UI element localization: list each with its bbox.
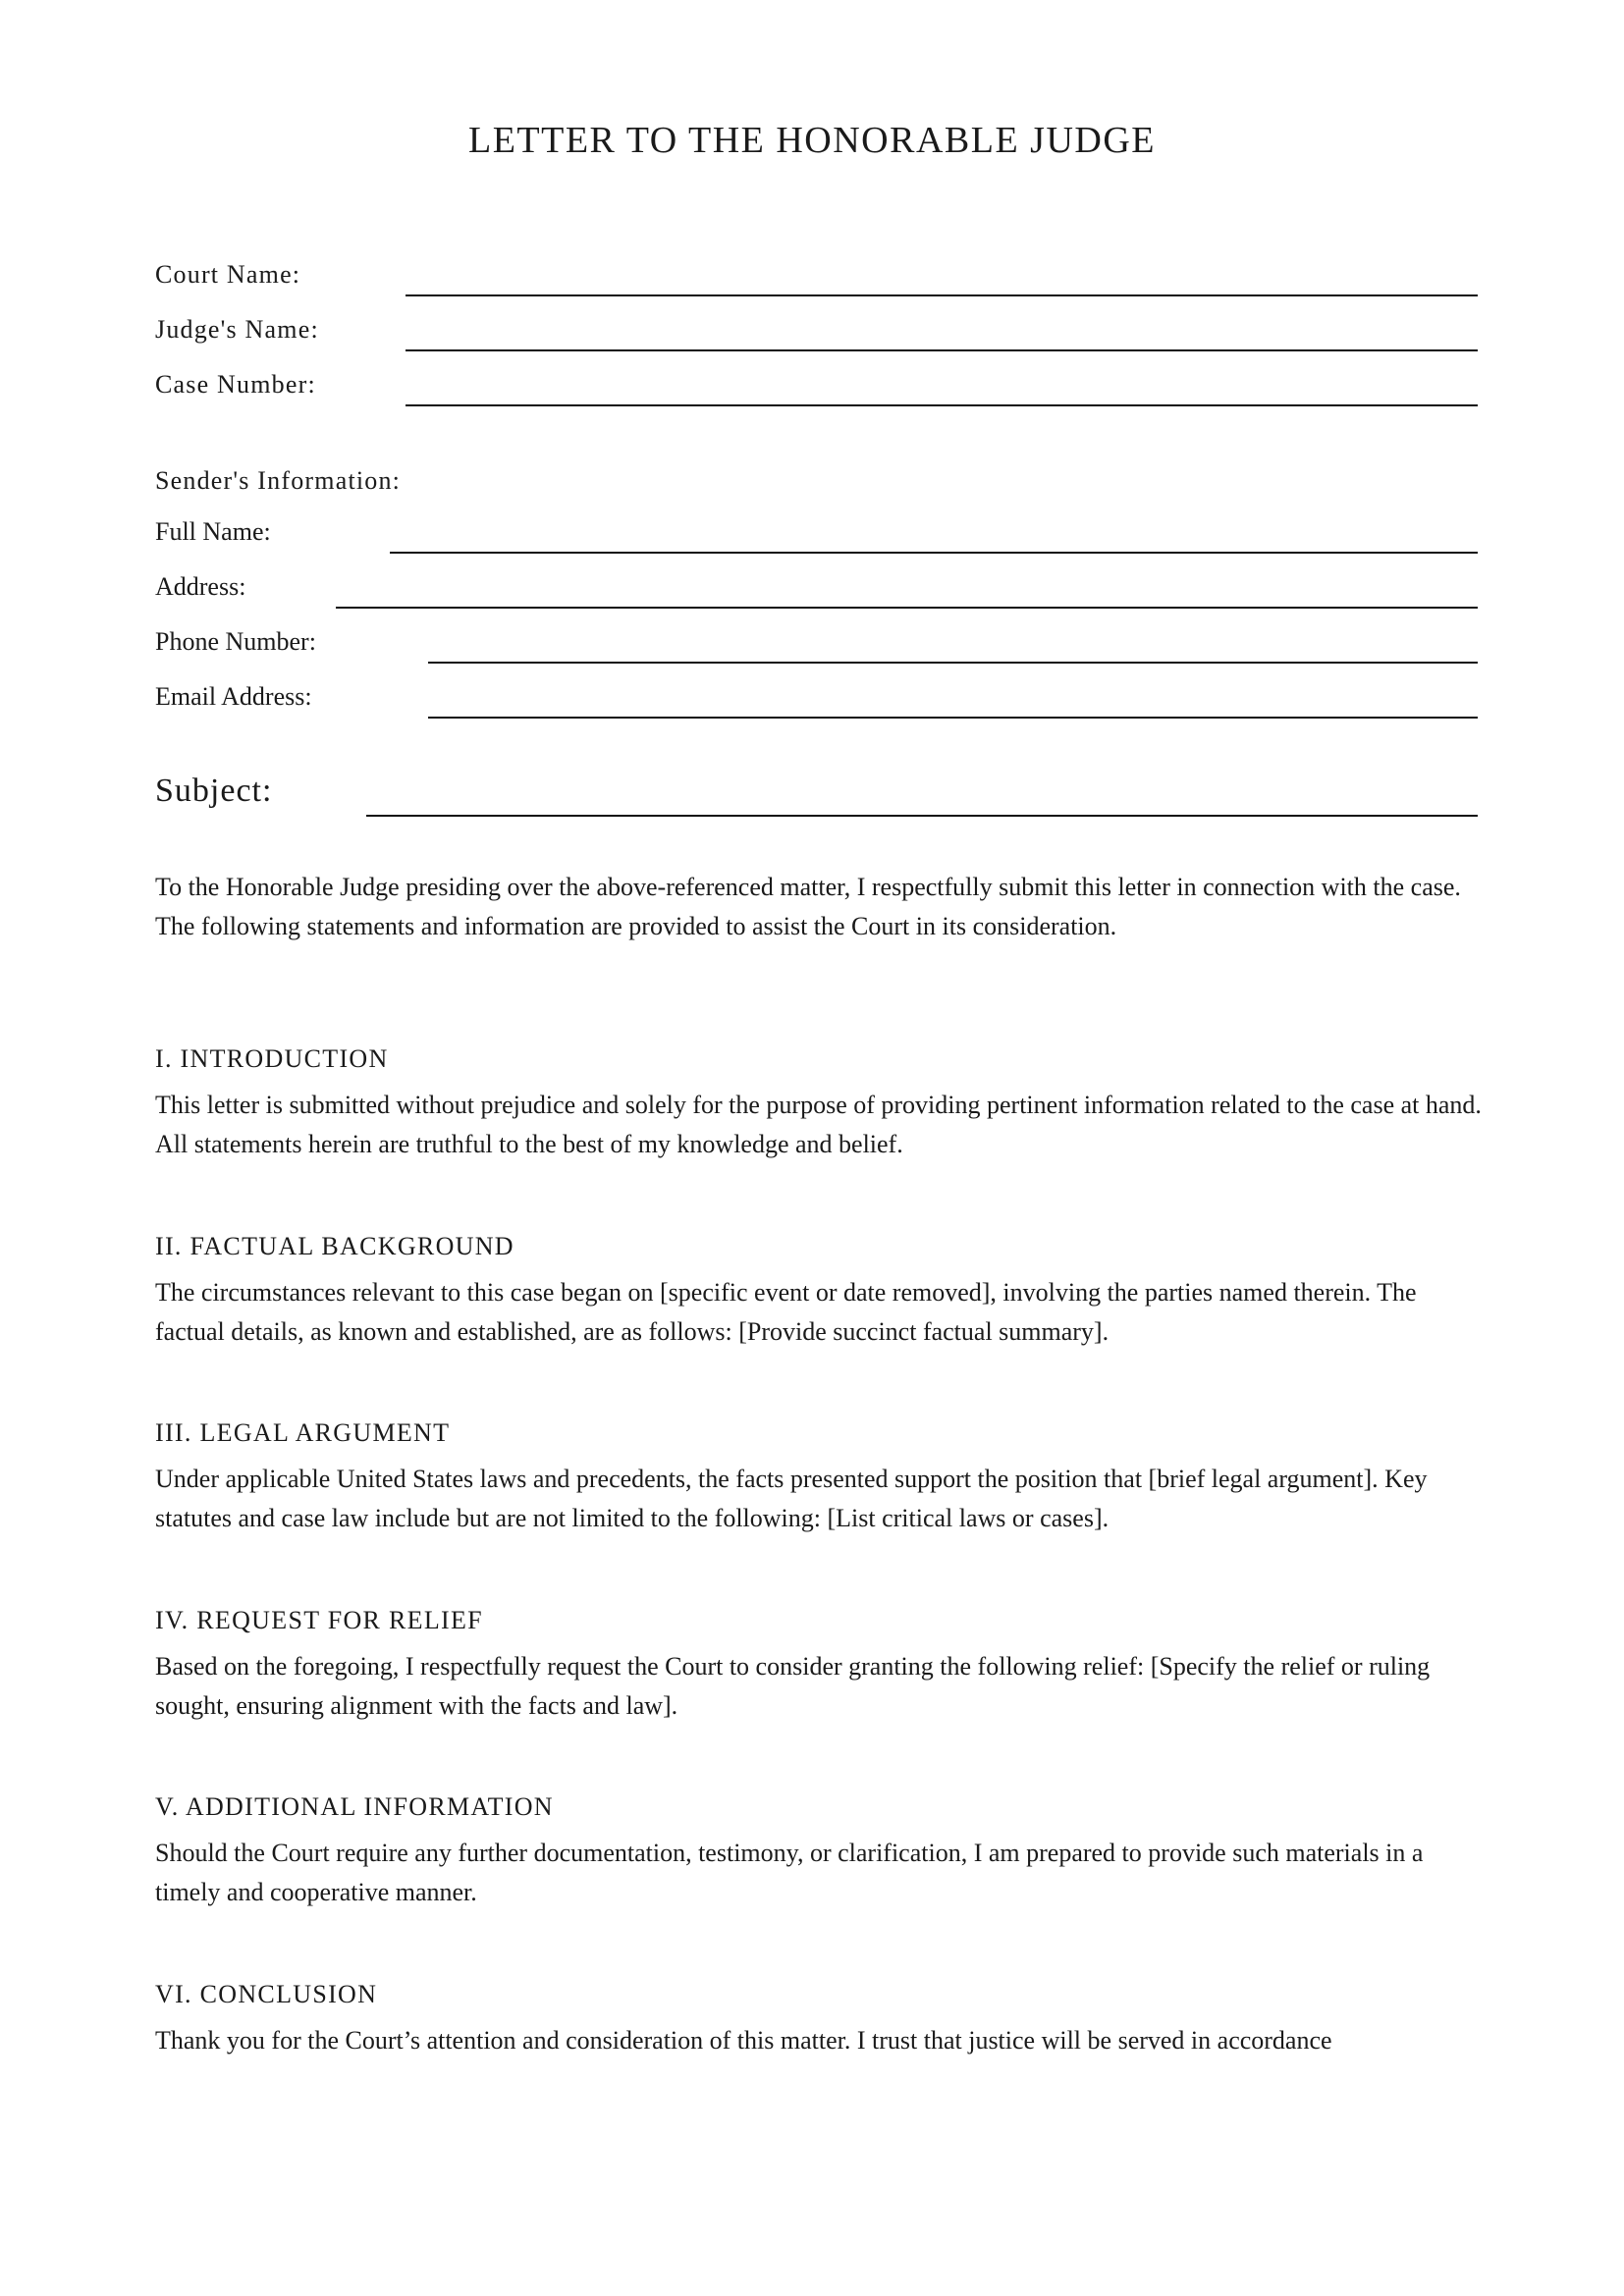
address-field[interactable] (336, 607, 1478, 609)
case-number-field[interactable] (406, 404, 1478, 406)
section-heading-request-for-relief: IV. REQUEST FOR RELIEF (155, 1606, 483, 1634)
section-heading-factual-background: II. FACTUAL BACKGROUND (155, 1232, 514, 1260)
email-address-label: Email Address: (155, 682, 312, 711)
section-heading-introduction: I. INTRODUCTION (155, 1044, 389, 1073)
section-body-legal-argument: Under applicable United States laws and precedents, the facts presented support the position that [brief legal argument]. Key statutes and case law include but are not limited to the following: [List critical laws or cases]. (155, 1465, 1428, 1532)
section-heading-conclusion: VI. CONCLUSION (155, 1980, 378, 2008)
email-address-row (155, 679, 1478, 719)
section-body-factual-background: The circumstances relevant to this case began on [specific event or date removed], involving the parties named therein. The factual details, as known and established, are as follows: [Provide succinct factual summary]. (155, 1278, 1417, 1346)
court-name-field[interactable] (406, 294, 1478, 296)
address-label: Address: (155, 572, 246, 601)
sender-info-heading: Sender's Information: (155, 466, 402, 495)
subject-row (155, 772, 1478, 817)
section-heading-legal-argument: III. LEGAL ARGUMENT (155, 1418, 451, 1447)
subject-label: Subject: (155, 773, 273, 809)
judge-name-label: Judge's Name: (155, 315, 319, 344)
section-heading-additional-information: V. ADDITIONAL INFORMATION (155, 1792, 554, 1821)
court-name-label: Court Name: (155, 260, 301, 289)
section-body-introduction: This letter is submitted without prejudice and solely for the purpose of providing pertinent information related to the case at hand. All statements herein are truthful to the best of my knowledge and belief. (155, 1091, 1482, 1158)
case-number-row (155, 367, 1478, 406)
judge-name-row (155, 312, 1478, 351)
full-name-row (155, 514, 1478, 554)
address-row (155, 569, 1478, 609)
judge-name-field[interactable] (406, 349, 1478, 351)
phone-number-label: Phone Number: (155, 627, 316, 656)
email-address-field[interactable] (428, 717, 1478, 719)
section-body-additional-information: Should the Court require any further documentation, testimony, or clarification, I am prepared to provide such materials in a timely and cooperative manner. (155, 1839, 1424, 1906)
intro-paragraph: To the Honorable Judge presiding over the above-referenced matter, I respectfully submit this letter in connection with the case. The following statements and information are provided to assist the Court in its consideration. (155, 873, 1461, 940)
case-number-label: Case Number: (155, 370, 316, 399)
phone-number-row (155, 624, 1478, 664)
full-name-field[interactable] (390, 552, 1478, 554)
document-title: LETTER TO THE HONORABLE JUDGE (467, 120, 1157, 161)
subject-field[interactable] (366, 815, 1478, 817)
section-body-conclusion: Thank you for the Court’s attention and consideration of this matter. I trust that justice will be served in accordance (155, 2026, 1332, 2055)
section-body-request-for-relief: Based on the foregoing, I respectfully request the Court to consider granting the following relief: [Specify the relief or ruling sought, ensuring alignment with the facts and law]. (155, 1652, 1431, 1720)
phone-number-field[interactable] (428, 662, 1478, 664)
court-name-row (155, 257, 1478, 296)
full-name-label: Full Name: (155, 517, 271, 546)
